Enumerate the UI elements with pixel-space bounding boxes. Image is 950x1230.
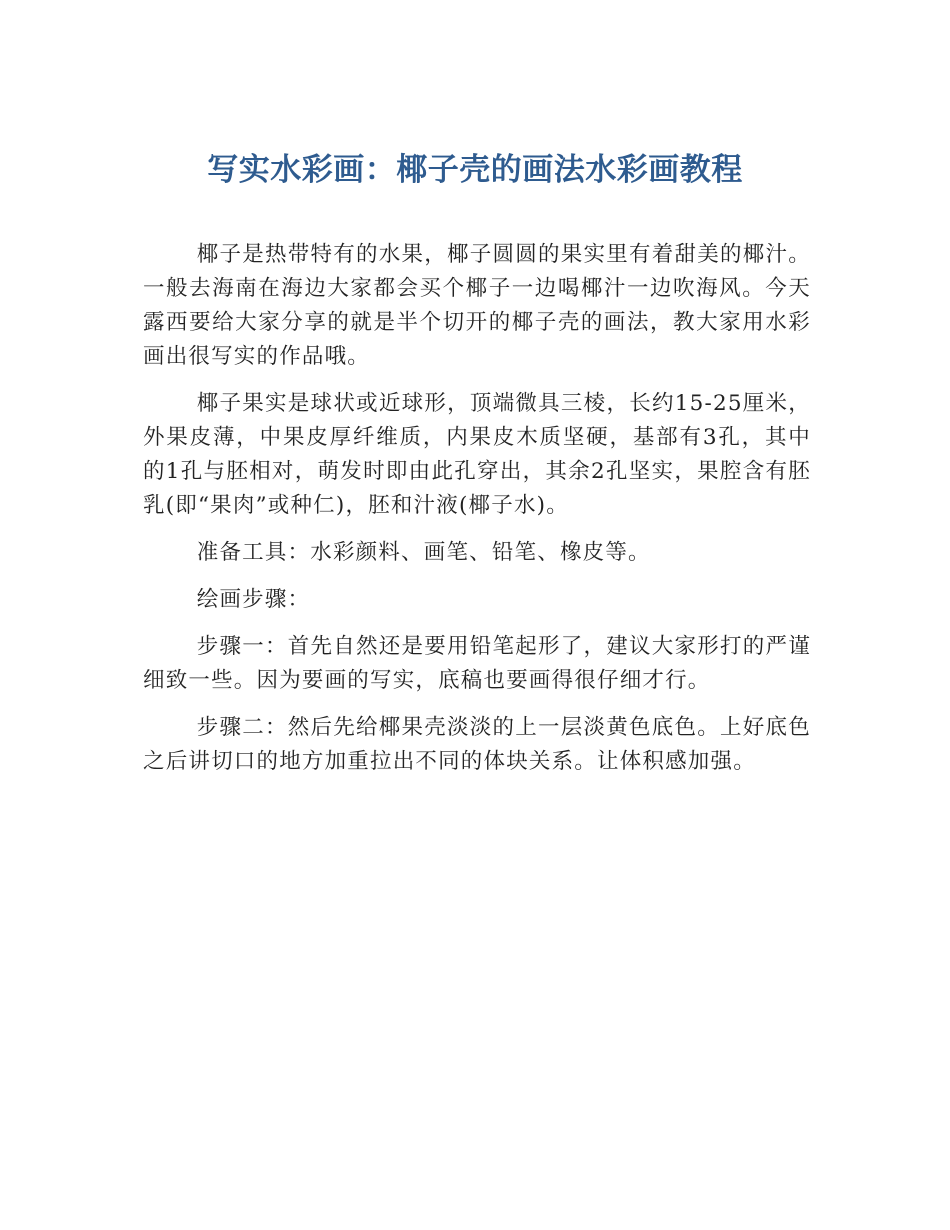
document-body [143,238,811,792]
paragraph-step-two: 步骤二：然后先给椰果壳淡淡的上一层淡黄色底色。上好底色之后讲切口的地方加重拉出不同的体块关系。让体积感加强。 [143,715,811,774]
paragraph-steps-heading: 绘画步骤： [196,587,311,612]
document-title: 写实水彩画：椰子壳的画法水彩画教程 [207,152,743,188]
paragraph-intro: 椰子是热带特有的水果，椰子圆圆的果实里有着甜美的椰汁。一般去海南在海边大家都会买个椰子一边喝椰汁一边吹海风。今天露西要给大家分享的就是半个切开的椰子壳的画法，教大家用水彩画出很写实的作品哦。 [143,242,811,369]
paragraph-step-one: 步骤一：首先自然还是要用铅笔起形了，建议大家形打的严谨细致一些。因为要画的写实，底稿也要画得很仔细才行。 [143,634,811,693]
paragraph-coconut-description: 椰子果实是球状或近球形，顶端微具三棱，长约15-25厘米，外果皮薄，中果皮厚纤维质，内果皮木质坚硬，基部有3孔，其中的1孔与胚相对，萌发时即由此孔穿出，其余2孔坚实，果腔含有胚乳(即“果肉”或种仁)，胚和汁液(椰子水)。 [143,391,811,518]
paragraph-tools: 准备工具：水彩颜料、画笔、铅笔、橡皮等。 [196,540,651,565]
